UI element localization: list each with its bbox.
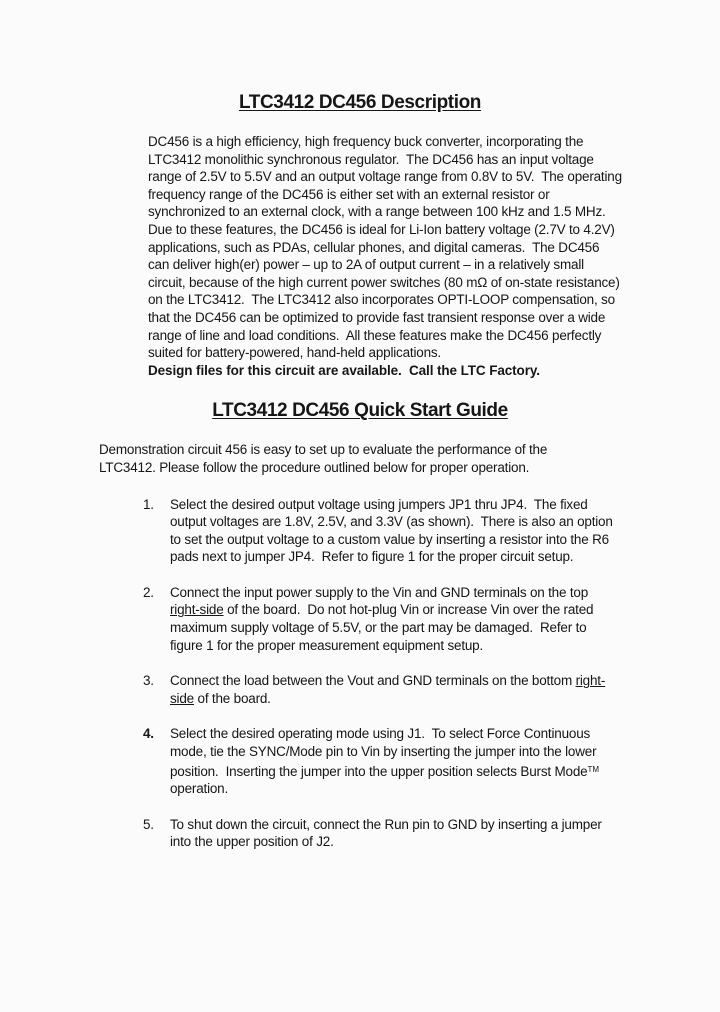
- step-3-text-pre: Connect the load between the Vout and GND terminals on the bottom: [170, 673, 576, 689]
- step-3-text-post: of the board.: [193, 690, 271, 706]
- step-4-text-post: operation.: [170, 781, 229, 797]
- step-1-number: 1.: [143, 496, 154, 512]
- list-item-step-3: [143, 672, 619, 707]
- description-paragraph: DC456 is a high efficiency, high frequency buck converter, incorporating the LTC3412 monolithic synchronous regulator. The DC456 has an input voltage range of 2.5V to 5.5V and an output voltage range from 0.8V to 5V. The operating frequency range of the DC456 is either set with an external resistor or synchronized to an external clock, with a range between 100 kHz and 1.5 MHz. Due to these features, the DC456 is ideal for Li-Ion battery voltage (2.7V to 4.2V) applications, such as PDAs, cellular phones, and digital cameras. The DC456 can deliver high(er) power – up to 2A of output current – in a relatively small circuit, because of the high current power switches (80 mΩ of on-state resistance) on the LTC3412. The LTC3412 also incorporates OPTI-LOOP compensation, so that the DC456 can be optimized to provide fast transient response over a wide range of line and load conditions. All these features make the DC456 perfectly suited for battery-powered, hand-held applications.: [148, 134, 622, 361]
- step-4-text-pre: Select the desired operating mode using J1. To select Force Continuous mode, tie the SYNC/Mode pin to Vin by inserting the jumper into the lower position. Inserting the jumper into the upper position selects Burst Mode: [170, 726, 597, 779]
- step-2-text: [170, 584, 616, 654]
- step-4-number: 4.: [143, 726, 154, 742]
- list-item-step-5: [143, 816, 619, 851]
- quickstart-steps-list: [143, 496, 619, 852]
- list-item-step-1: [143, 496, 619, 566]
- step-5-number: 5.: [143, 816, 154, 832]
- step-2-number: 2.: [143, 584, 154, 600]
- list-item-step-4: [143, 725, 619, 797]
- step-3-number: 3.: [143, 673, 154, 689]
- step-1-text: Select the desired output voltage using jumpers JP1 thru JP4. The fixed output voltages are 1.8V, 2.5V, and 3.3V (as shown). There is also an option to set the output voltage to a custom value by inserting a resistor into the R6 pads next to jumper JP4. Refer to figure 1 for the proper circuit setup.: [170, 496, 613, 565]
- list-item-step-2: [143, 584, 619, 654]
- description-section-title: [0, 92, 720, 114]
- step-2-text-post: of the board. Do not hot-plug Vin or increase Vin over the rated maximum supply voltage of 5.5V, or the part may be damaged. Refer to figure 1 for the proper measurement equipment setup.: [170, 602, 594, 653]
- step-3-text: [170, 672, 616, 707]
- burst-mode-trademark-superscript: TM: [587, 764, 600, 774]
- step-2-right-side-underlined: right-side: [170, 602, 224, 618]
- design-files-bold-note: Design files for this circuit are available. Call the LTC Factory.: [148, 362, 540, 378]
- step-4-text: [170, 725, 616, 797]
- step-2-text-pre: Connect the input power supply to the Vin and GND terminals on the top: [170, 584, 589, 600]
- quickstart-intro-paragraph: Demonstration circuit 456 is easy to set up to evaluate the performance of the LTC3412. Please follow the procedure outlined below for proper operation.: [99, 442, 548, 475]
- quickstart-section-title-text: LTC3412 DC456 Quick Start Guide: [212, 400, 508, 422]
- step-3-right-side-underlined: right-side: [170, 673, 606, 706]
- step-5-text: To shut down the circuit, connect the Run pin to GND by inserting a jumper into the upper position of J2.: [170, 816, 602, 850]
- quickstart-section-title: [0, 400, 720, 422]
- description-section-title-text: LTC3412 DC456 Description: [238, 92, 481, 113]
